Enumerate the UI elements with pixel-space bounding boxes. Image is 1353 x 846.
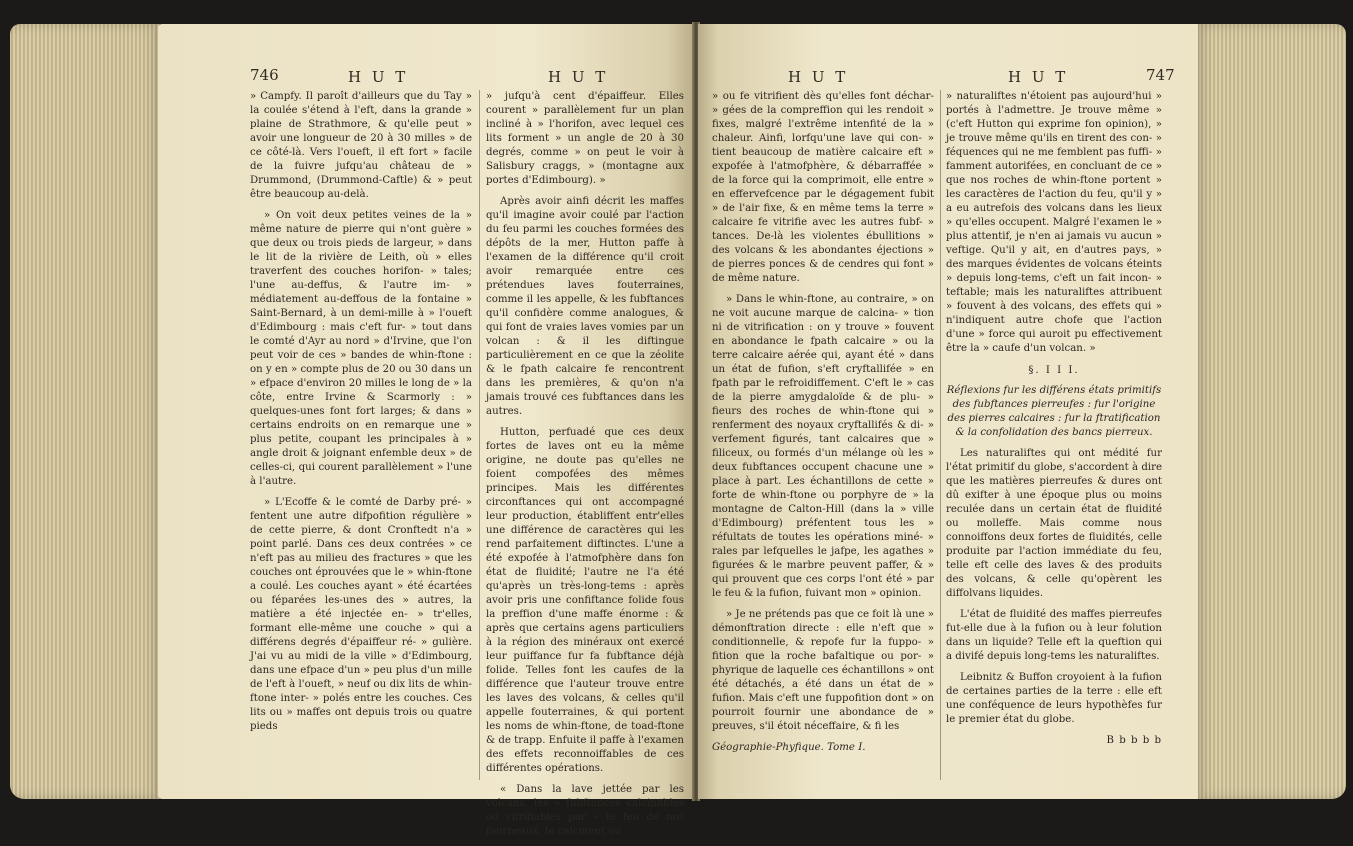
right-page	[698, 24, 1198, 799]
paragraph: » jufqu'à cent d'épaiffeur. Elles courent » parallèlement fur un plan incliné à » l'horifon, avec lequel ces lits forment » un angle de 20 à 30 degrés, comme » on peut le voir à Salisbury craggs, » (montagne aux portes d'Edimbourg). »	[486, 91, 684, 186]
paragraph: L'état de fluidité des maffes pierreufes fut-elle due à la fufion ou à leur folution dans un liquide? Telle eft la queftion qui a divifé depuis long-tems les naturaliftes.	[946, 609, 1162, 662]
column-divider	[479, 90, 480, 780]
paragraph: » Dans le whin-ftone, au contraire, » on ne voit aucune marque de calcina- » tion ni de vitrification : on y trouve » fouvent en abondance le fpath calcaire » ou la terre calcaire aérée qui, ayant été » dans un état de fufion, s'eft cryftallifée » en fpath par le refroidiffement. C'eft le » cas de la pierre amygdaloïde & de plu- » fieurs des roches de whin-ftone qui » renferment des noyaux cryftallifés & di- » verfement figurés, tant calcaires que » filiceux, ou formés d'un mélange où les » deux fubftances occupent chacune une » place à part. Les échantillons de cette » forte de whin-ftone ou porphyre de » la montagne de Calton-Hill (dans la » ville d'Edimbourg) préfentent tous les » réfultats de toutes les opérations miné- » rales par lefquelles le jafpe, les agathes » figurées & le marbre peuvent paffer, & » qui prouvent que ces corps l'ont été » par le feu & la fufion, fuivant mon » opinion.	[712, 294, 934, 599]
running-head-right-col1: H U T	[788, 68, 849, 86]
page-number-right: 747	[1146, 66, 1175, 84]
paragraph: » Je ne prétends pas que ce foit là une » démonftration directe : elle n'eft que » conditionnelle, & repofe fur la fuppo- » fition que la roche bafaltique ou por- » phyrique de laquelle ces échantillons » ont été détachés, a été dans un état de » fufion. Mais c'eft une fuppofition dont » on pourroit fournir une abondance de » preuves, s'il étoit néceffaire, & fi les	[712, 609, 934, 732]
paragraph: » On voit deux petites veines de la » même nature de pierre qui n'ont guère » que deux ou trois pieds de largeur, » dans le lit de la rivière de Leith, où » elles traverfent des couches horifon- » tales; l'une au-deffus, & l'autre im- » médiatement au-deffous de la fontaine » Saint-Bernard, à un demi-mille à » l'oueft d'Edimbourg : mais c'eft fur- » tout dans le comté d'Ayr au nord » d'Irvine, que l'on peut voir de ces » bandes de whin-ftone : on y en » compte plus de 20 ou 30 dans un » efpace d'environ 20 milles le long de » la côte, entre Irvine & Scarmorly : » quelques-unes font fort larges; & dans » certains endroits on en remarque une » plus petite, coupant les principales à » angle droit & joignant enfemble deux » de celles-ci, qui courent parallèlement » l'une à l'autre.	[250, 210, 472, 487]
open-book	[10, 8, 1346, 837]
paragraph: Hutton, perfuadé que ces deux fortes de laves ont eu la même origine, ne doute pas qu'elles ne foient compofées des mêmes principes. Mais les différentes circonftances qui ont accompagné leur production, établiffent entr'elles une différence de caractères qui les rend parfaitement diftinctes. L'une a été expofée à l'atmofphère dans fon état de fluidité; l'autre ne l'a été qu'après un très-long-tems : après avoir pris une confiftance folide fous la preffion d'une maffe énorme : & après que certains agens particuliers à la région des minéraux ont exercé leur puiffance fur fa fubftance déjà folide. Telles font les caufes de la différence que l'auteur trouve entre les laves des volcans, & celles qu'il appelle fouterraines, & qui portent les noms de whin-ftone, de toad-ftone & de trapp. Enfuite il paffe à l'examen des effets reconnoiffables de ces différentes opérations.	[486, 427, 684, 774]
left-page-column-1	[250, 90, 472, 741]
right-page-column-1	[712, 90, 934, 762]
paragraph: Leibnitz & Buffon croyoient à la fufion de certaines parties de la terre : elle eft une conféquence de leurs hypothèfes fur le premier état du globe.	[946, 672, 1162, 725]
paragraph: » Campfy. Il paroît d'ailleurs que du Tay » la coulée s'étend à l'eft, dans la grande » plaine de Strathmore, & qu'elle peut » avoir une longueur de 20 à 30 milles » de ce côté-là. Vers l'oueft, il eft fort » facile de la fuivre jufqu'au château de » Drummond, (Drummond-Caftle) & » peut être beaucoup au-delà.	[250, 91, 472, 200]
left-page-edges	[10, 24, 160, 799]
running-head-right-col2: H U T	[1008, 68, 1069, 86]
page-footer: Géographie-Phyfique. Tome I.	[712, 742, 866, 753]
right-page-edges	[1196, 24, 1346, 799]
section-heading: §. I I I.	[1028, 365, 1080, 376]
paragraph: Les naturaliftes qui ont médité fur l'état primitif du globe, s'accordent à dire que les matières pierreufes & dures ont dû exifter à une époque plus ou moins reculée dans un certain état de fluidité ou molleffe. Mais comme nous connoiffons deux fortes de fluidités, celle produite par l'action immédiate du feu, telle eft celle des laves & des produits des volcans, & celle qu'opèrent les diffolvans liquides.	[946, 448, 1162, 599]
left-page	[158, 24, 694, 837]
paragraph: Après avoir ainfi décrit les maffes qu'il imagine avoir coulé par l'action du feu parmi les couches formées des dépôts de la mer, Hutton paffe à l'examen de la différence qu'il croit avoir remarquée entre ces prétendues laves fouterraines, comme il les appelle, & les fubftances qu'il confidère comme analogues, & qui font de vraies laves vomies par un volcan : & il les diftingue particulièrement en ce que la zéolite & le fpath calcaire fe rencontrent dans les premières, & qu'on n'a jamais trouvé ces fubftances dans les autres.	[486, 196, 684, 417]
paragraph: » naturaliftes n'étoient pas aujourd'hui » portés à l'admettre. Je trouve même » (c'eft Hutton qui exprime fon opinion), » je trouve même qu'ils en tirent des con- » féquences qui ne me femblent pas fuffi- » famment autorifées, en concluant de ce » que nos roches de whin-ftone portent » les caractères de l'action du feu, qu'il y » a eu autrefois des volcans dans les lieux » qu'elles occupent. Malgré l'examen le » plus attentif, je n'en ai jamais vu aucun » veftige. Qu'il y ait, en d'autres pays, » des marques évidentes de volcans éteints » depuis long-tems, c'eft un fait incon- » teftable; mais les naturaliftes attribuent » fouvent à des volcans, des effets qui » n'indiquent autre chofe que l'action d'une » force qui auroit pu effectivement être la » caufe d'un volcan. »	[946, 91, 1162, 354]
page-number-left: 746	[250, 66, 279, 84]
paragraph: » ou fe vitrifient dès qu'elles font déchar- » gées de la compreffion qui les rendoit » fixes, malgré l'extrême intenfité de la » chaleur. Ainfi, lorfqu'une lave qui con- » tient beaucoup de matière calcaire eft » expofée à l'atmofphère, & débarraffée » de la force qui la comprimoit, elle entre » en effervefcence par le dégagement fubit » de l'air fixe, & en même tems la terre » calcaire fe vitrifie avec les autres fubf- » tances. De-là les violentes ébullitions » des volcans & les abondantes éjections » de pierres ponces & de cendres qui font » de même nature.	[712, 91, 934, 284]
section-subtitle: Réflexions fur les différens états primitifs des fubftances pierreufes : fur l'origine des pierres calcaires : fur la ftratification & la confolidation des bancs pierreux.	[946, 385, 1162, 438]
left-page-column-2	[486, 90, 684, 846]
paragraph: « Dans la lave jettée par les volcans, les » fubftances calcinables ou vitrifiables par » le feu de nos fourneaux, fe calcinent ou	[486, 784, 684, 837]
signature-mark: B b b b b	[1106, 735, 1162, 746]
running-head-left-col2: H U T	[548, 68, 609, 86]
right-page-column-2	[946, 90, 1162, 755]
running-head-left-col1: H U T	[348, 68, 409, 86]
paragraph: » L'Ecoffe & le comté de Darby pré- » fentent une autre difpofition régulière » de cette pierre, & dont Cronftedt n'a » point parlé. Dans ces deux contrées » ce n'eft pas au milieu des fractures » que les couches ont éprouvées que le » whin-ftone a coulé. Les couches ayant » été écartées ou féparées les-unes des » autres, la matière a été injectée en- » tr'elles, formant elle-même une couche » qui a différens degrés d'épaiffeur ré- » gulière. J'ai vu au midi de la ville » d'Edimbourg, dans une efpace d'un » peu plus d'un mille de l'eft à l'oueft, » neuf ou dix lits de whin-ftone inter- » polés entre les couches. Ces lits ou » maffes ont depuis trois ou quatre pieds	[250, 497, 472, 732]
column-divider	[940, 90, 941, 780]
